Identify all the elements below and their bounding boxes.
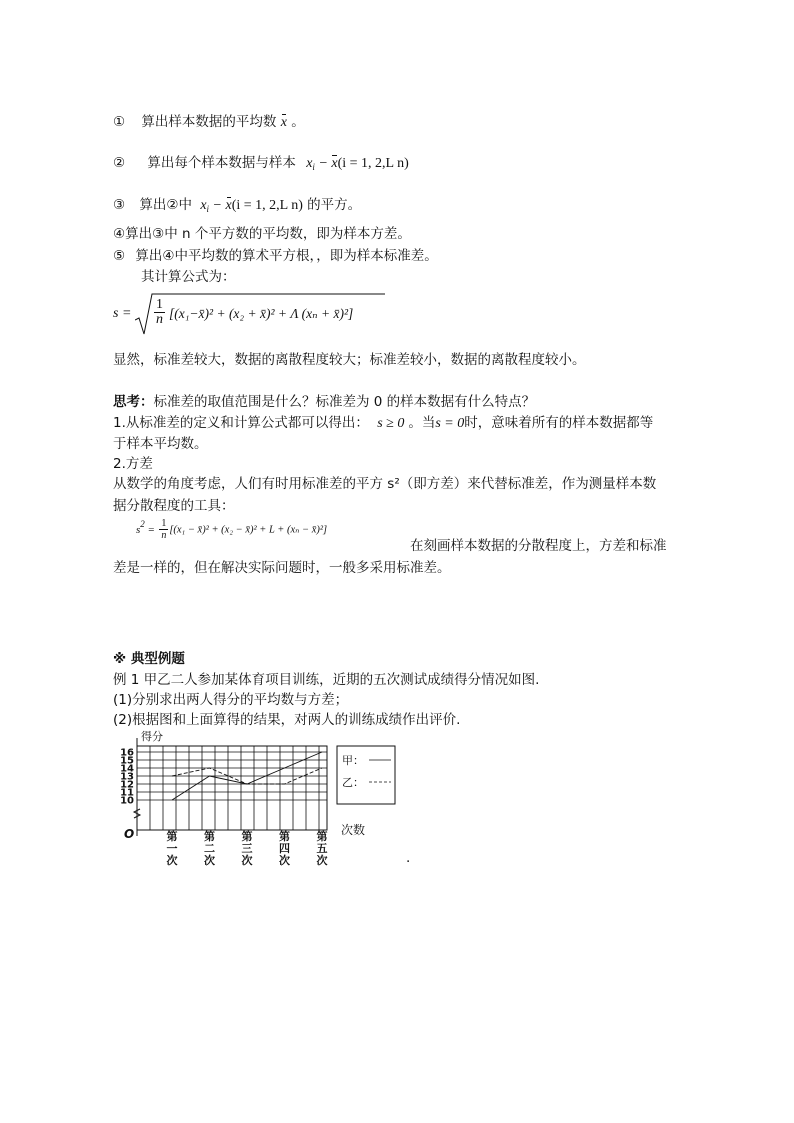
- think-p2-line4: 差是一样的，但在解决实际问题时，一般多采用标准差。: [113, 560, 451, 576]
- x-axis-label: 次数: [341, 823, 366, 837]
- legend-label: 甲：: [342, 754, 364, 767]
- x-tick-label: 次: [166, 854, 178, 867]
- x-tick-label: 四: [279, 842, 290, 855]
- y-axis-label: 得分: [141, 730, 163, 743]
- think-p1-math-1: s ≥ 0: [377, 416, 405, 431]
- x-tick-label: 次: [241, 854, 253, 867]
- step-5-number: ⑤: [113, 248, 126, 264]
- trailing-dot: .: [406, 850, 411, 866]
- x-tick-label: 第: [166, 830, 178, 843]
- x-tick-label: 第: [241, 830, 253, 843]
- think-p1-line2: 于样本平均数。: [113, 436, 208, 452]
- x-tick-label: 一: [166, 842, 178, 855]
- mean-symbol: x: [280, 115, 287, 130]
- step-3-text-b: 的平方。: [307, 197, 362, 213]
- step-5: [113, 244, 438, 264]
- std-formula: [113, 292, 393, 336]
- think-p2-line3: 在刻画样本数据的分散程度上，方差和标准: [410, 538, 667, 554]
- x-tick-label: 三: [241, 842, 253, 855]
- example-line-1: 例 1 甲乙二人参加某体育项目训练，近期的五次测试成绩得分情况如图.: [113, 672, 540, 688]
- x-tick-label: 第: [204, 830, 215, 843]
- std-formula-body: [(x₁−x̄)² + (x₂ + x̄)² + Λ (xₙ + x̄)²]: [169, 306, 354, 321]
- step-1-text: 算出样本数据的平均数: [141, 114, 277, 130]
- think-p1-text-c: 时，意味着所有的样本数据都等: [464, 415, 654, 431]
- variance-lhs: $s^2$ =: [136, 518, 155, 536]
- step-4: [113, 222, 411, 242]
- x-tick-label: 次: [316, 854, 328, 867]
- think-question: [113, 390, 535, 410]
- origin-label: O: [124, 827, 135, 841]
- y-tick-label: 13: [120, 771, 134, 783]
- y-tick-label: 16: [120, 747, 134, 759]
- think-p1-math-2: s = 0: [435, 416, 465, 431]
- step-3-index-range: (i = 1, 2,L n): [231, 198, 303, 213]
- x-tick-label: 二: [204, 842, 215, 855]
- formula-intro: 其计算公式为：: [141, 269, 236, 285]
- step-4-text: 算出③中 n 个平方数的平均数，即为样本方差。: [125, 226, 411, 242]
- axis-break-icon: [134, 809, 140, 818]
- chart-frame: [137, 746, 327, 830]
- think-p1-text-b: 。当: [408, 415, 436, 431]
- x-tick-label: 第: [316, 830, 328, 843]
- step-2-deviation: $x_i - x$: [306, 156, 338, 172]
- x-tick-label: 次: [279, 854, 290, 867]
- step-3-text-a: 算出②中: [139, 197, 193, 213]
- example-line-2: (1)分别求出两人得分的平均数与方差；: [113, 692, 349, 708]
- step-2-number: ②: [113, 155, 126, 171]
- step-3: [113, 193, 361, 214]
- step-3-number: ③: [113, 197, 126, 213]
- step-2: [113, 151, 409, 172]
- y-tick-label: 11: [120, 787, 134, 799]
- step-3-deviation: $x_i - x$: [200, 198, 232, 214]
- y-tick-label: 15: [120, 755, 134, 767]
- x-tick-label: 五: [316, 842, 328, 855]
- y-tick-label: 14: [120, 763, 134, 775]
- x-tick-label: 第: [279, 830, 290, 843]
- think-p2-title: 2.方差: [113, 456, 153, 472]
- score-line-chart: [112, 730, 412, 868]
- fraction-denominator: n: [156, 312, 163, 327]
- std-formula-fraction: [154, 298, 165, 327]
- step-1-number: ①: [113, 114, 126, 130]
- y-tick-label: 10: [120, 795, 134, 807]
- fraction-numerator: 1: [156, 297, 163, 312]
- step-4-number: ④: [113, 226, 126, 242]
- y-tick-label: 12: [120, 779, 134, 791]
- example-line-3: (2)根据图和上面算得的结果，对两人的训练成绩作出评价.: [113, 712, 461, 728]
- example-heading: ※ 典型例题: [113, 651, 185, 667]
- step-1-end: 。: [291, 114, 305, 130]
- think-p1-text-a: 1.从标准差的定义和计算公式都可以得出：: [113, 415, 369, 431]
- step-1: [113, 110, 305, 131]
- step-5-text: 算出④中平均数的算术平方根，，即为样本标准差。: [135, 248, 438, 264]
- observation: 显然，标准差较大，数据的离散程度较大；标准差较小，数据的离散程度较小。: [113, 352, 586, 368]
- variance-formula: [136, 518, 327, 541]
- think-label: 思考：: [113, 394, 154, 410]
- legend-label: 乙：: [342, 776, 364, 789]
- variance-body: [(x₁ − x̄)² + (x₂ − x̄)² + L + (xₙ − x̄)²]: [169, 524, 328, 536]
- variance-fraction: $\frac{1}{n}$: [161, 518, 167, 541]
- think-p1-line1: [113, 411, 653, 432]
- x-tick-label: 次: [204, 854, 215, 867]
- think-p2-line2: 据分散程度的工具：: [113, 498, 235, 514]
- think-p2-line1: 从数学的角度考虑，人们有时用标准差的平方 s²（即方差）来代替标准差，作为测量样本数: [113, 476, 657, 492]
- think-question-text: 标准差的取值范围是什么？标准差为 0 的样本数据有什么特点？: [153, 394, 536, 410]
- step-2-text: 算出每个样本数据与样本: [147, 155, 296, 171]
- step-2-index-range: (i = 1, 2,L n): [337, 156, 409, 171]
- std-formula-lhs: s =: [113, 306, 132, 321]
